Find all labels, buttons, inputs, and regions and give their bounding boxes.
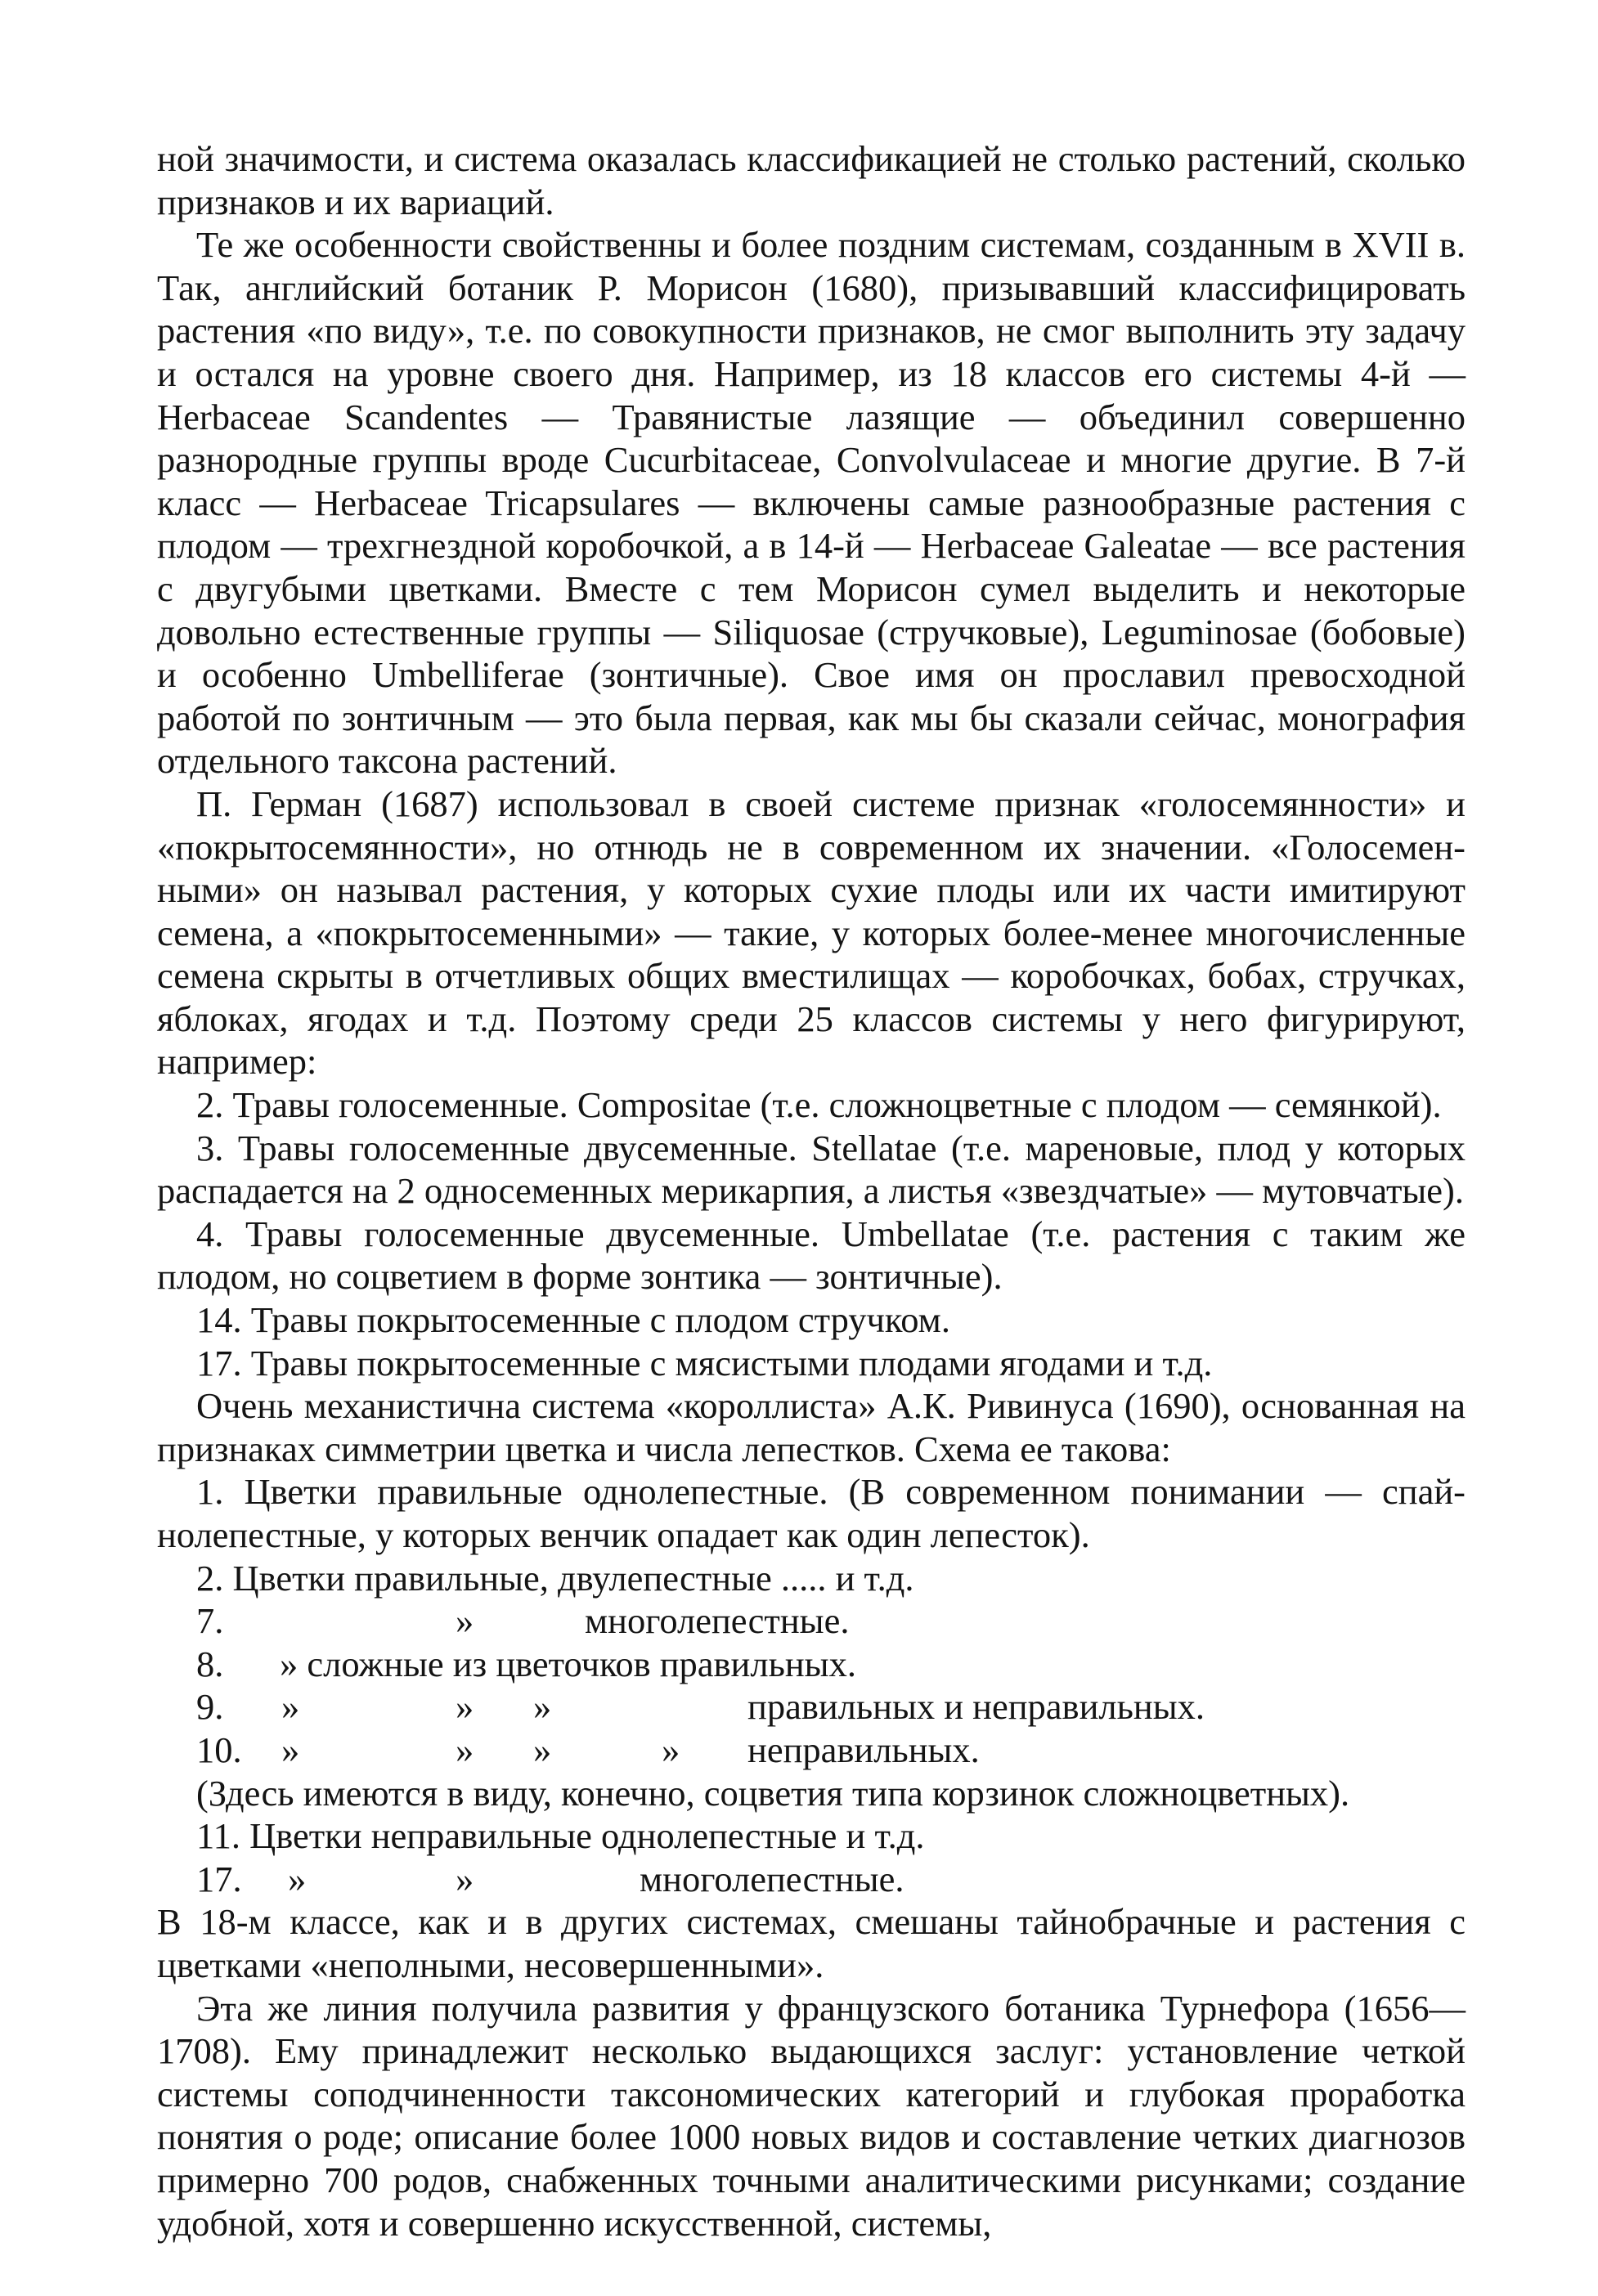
ditto-mark: » [456,1858,474,1899]
paragraph-morison: Те же особенности свойственны и более поздним системам, созданным в XVII в. Так, английский ботаник Р. Морисон (1680), призывавший классифицировать растения «по виду», т.е. по совокупности признаков, не смог выполнить эту задачу и остался на уровне своего дня. Например, из 18 классов его системы 4-й — Herbaceae Scandentes — Травянистые лазящие — объединил совершенно разнородные группы вроде Cucurbitaceae, Convolvulaceae и многие другие. В 7-й класс — Herbaceae Tricapsulares — включены самые разнообразные растения с плодом — трехгнездной коробочкой, а в 14-й — Herbaceae Galeatae — все растения с двугубыми цветками. Вместе с тем Морисон сумел выделить и некоторые довольно естественные группы — Siliquosae (стручковые), Leguminosae (бобовые) и особенно Umbelliferae (зонтичные). Свое имя он прославил превосходной работой по зонтичным — это была первая, как мы бы сказали сейчас, монография отдельного таксона растений. [157,224,1466,782]
scheme-row-number: 17. [196,1858,242,1899]
list-item-class-14: 14. Травы покрытосеменные с плодом стручком. [196,1299,950,1341]
paragraph-intro: ной значимости, и система оказалась классификацией не столько растений, сколько признаков и их вариаций. [157,138,1466,222]
scheme-row-number: 8. [196,1643,224,1684]
scheme-row-9 [157,1685,1466,1729]
scheme-row-number: 7. [196,1600,224,1642]
scheme-note: (Здесь имеются в виду, конечно, соцветия типа корзинок сложноцветных). [196,1772,1350,1814]
paragraph-rivinus: Очень механистична система «короллиста» А.К. Ривинуса (1690), основанная на признаках симметрии цветка и числа лепестков. Схема ее такова: [157,1385,1466,1469]
scheme-row-text: многолепестные. [640,1858,904,1899]
scheme-row-number: 10. [196,1729,242,1770]
list-item-class-2: 2. Травы голосеменные. Compositae (т.е. сложноцветные с плодом — семянкой). [196,1084,1442,1126]
ditto-mark: » [456,1729,474,1770]
ditto-mark: » [288,1858,307,1899]
scheme-row-text: неправильных. [747,1729,980,1770]
paragraph-tournefort: Эта же линия получила развития у французского ботаника Турнефора (1656—1708). Ему принадлежит несколько выдающихся заслуг: установление четкой системы соподчиненности таксономических категорий и глубокая проработка понятия о роде; описание более 1000 новых видов и составление четких диагнозов примерно 700 родов, снабженных точными аналитическими рисунками; создание удобной, хотя и совершенно искусственной, системы, [157,1987,1466,2244]
ditto-mark: » [533,1686,552,1728]
scheme-row-7 [157,1599,1466,1643]
scheme-row-8 [157,1643,1466,1686]
paragraph-class-18: В 18-м классе, как и в других системах, смешаны тайнобрачные и растения с цветками «неполными, несовершенными». [157,1901,1466,1985]
document-body [157,137,1466,2244]
list-item-class-3: 3. Травы голосеменные двусеменные. Stellatae (т.е. мареновые, плод у которых распадается на 2 односеменных мерикарпия, а листья «звездчатые» — мутовчатые). [157,1127,1466,1212]
scheme-item-11: 11. Цветки неправильные однолепестные и т.д. [196,1815,925,1857]
ditto-mark: » [662,1729,680,1770]
ditto-mark: » [456,1600,474,1642]
scheme-item-1: 1. Цветки правильные однолепестные. (В современном понимании — спайнолепестные, у которых венчик опадает как один лепесток). [157,1471,1466,1555]
ditto-mark: » [281,1686,300,1728]
scheme-row-number: 9. [196,1686,224,1728]
scheme-row-17 [157,1858,1466,1901]
scheme-item-2: 2. Цветки правильные, двулепестные ..... и т.д. [196,1557,914,1599]
scheme-row-10 [157,1729,1466,1772]
ditto-mark: » [281,1729,300,1770]
paragraph-herman: П. Герман (1687) использовал в своей системе признак «голосемянности» и «покрытосемянности», но отнюдь не в современном их значении. «Голосеменными» он называл растения, у которых сухие плоды или их части имитируют семена, а «покрытосеменными» — такие, у которых более-менее многочисленные семена скрыты в отчетливых общих вместилищах — коробочках, бобах, стручках, яблоках, ягодах и т.д. Поэтому среди 25 классов системы у него фигурируют, например: [157,783,1466,1083]
scheme-row-text: » сложные из цветочков правильных. [280,1643,856,1684]
list-item-class-17: 17. Травы покрытосеменные с мясистыми плодами ягодами и т.д. [196,1342,1213,1383]
ditto-mark: » [456,1686,474,1728]
scheme-row-text: многолепестные. [585,1600,850,1642]
list-item-class-4: 4. Травы голосеменные двусеменные. Umbellatae (т.е. растения с таким же плодом, но соцветием в форме зонтика — зонтичные). [157,1213,1466,1298]
scheme-row-text: правильных и неправильных. [747,1686,1205,1728]
ditto-mark: » [533,1729,552,1770]
